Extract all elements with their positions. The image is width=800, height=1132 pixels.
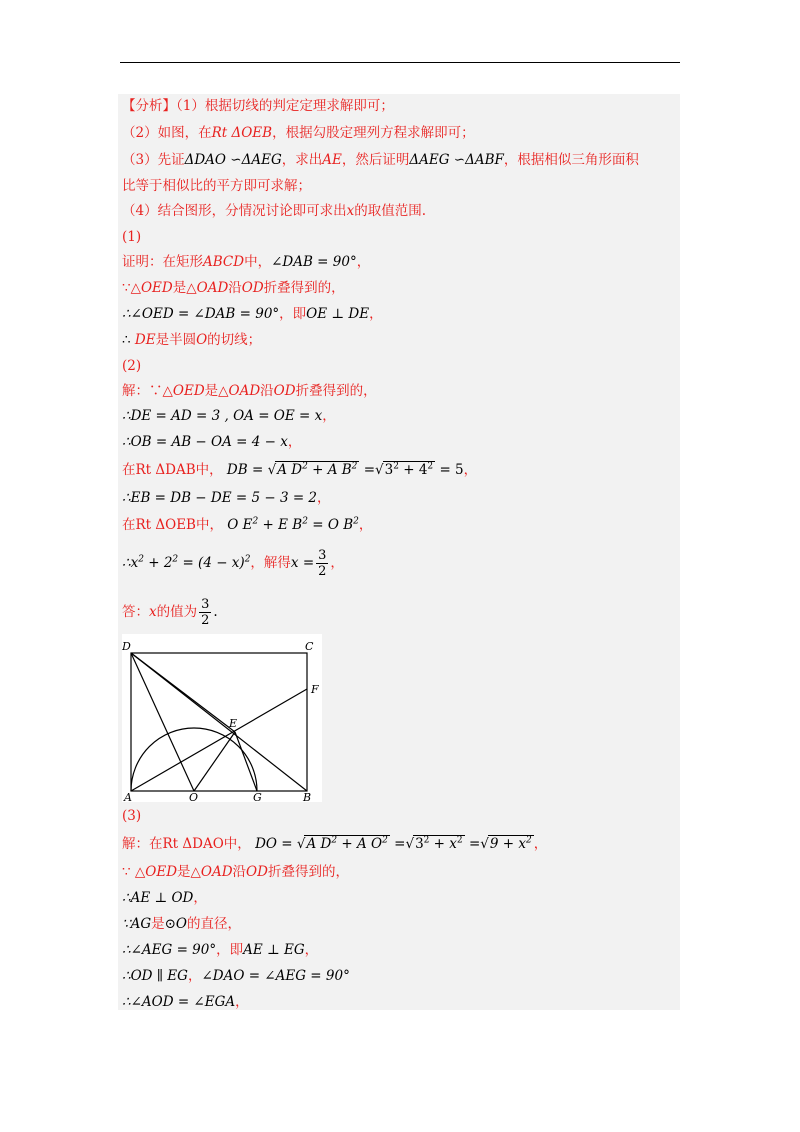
part2-label: (2)	[122, 358, 142, 374]
analysis-line-5: （4）结合图形，分情况讨论即可求出x的取值范围.	[122, 203, 427, 219]
analysis-line-3: （3）先证ΔDAO ∽ΔAEG，求出AE，然后证明ΔAEG ∽ΔABF，根据相似三角形面积	[122, 152, 639, 168]
analysis-tag: 【分析】	[122, 98, 176, 114]
label-g: G	[253, 791, 262, 802]
part3-line-3: ∴AE ⊥ OD，	[122, 890, 207, 906]
part1-line-2: ∵△OED是△OAD沿OD折叠得到的，	[122, 280, 345, 296]
analysis-line-4: 比等于相似比的平方即可求解；	[122, 178, 311, 194]
label-b: B	[303, 791, 312, 802]
part2-line-7: $\therefore x^2 + 2^2 = (4 - x)^2$，解得x = $\frac{3}{2}$ ，	[122, 548, 344, 579]
label-c: C	[305, 640, 314, 653]
label-d: D	[122, 640, 131, 653]
part3-line-7: ∴∠AOD = ∠EGA，	[122, 994, 249, 1010]
part2-line-2: ∴DE = AD = 3 , OA = OE = x，	[122, 408, 336, 424]
part2-line-3: ∴OB = AB − OA = 4 − x，	[122, 434, 302, 450]
label-o: O	[189, 791, 199, 802]
part3-line-1: 解：在Rt ΔDAO中， DO = √A $D^2 + A$ $O^2 =√3^2 + x^2 =√9 + x^2$ ，	[122, 835, 548, 852]
geometry-figure	[122, 634, 322, 806]
geometry-svg	[122, 634, 322, 802]
fraction-3-2: $\frac{3}{2}$	[201, 597, 210, 628]
part3-line-5: ∴∠AEG = 90°，即AE ⊥ EG，	[122, 942, 319, 958]
part2-line-4: 在Rt ΔDAB中， DB = √A $D^2 + A$ $B^2 =√3^2 + 4^2 = 5$，	[122, 461, 478, 478]
analysis-line-1: 【分析】（1）根据切线的判定定理求解即可；	[122, 98, 394, 114]
part1-line-1: 证明：在矩形ABCD中，∠DAB = 90°，	[122, 254, 371, 270]
label-e: E	[229, 717, 238, 730]
part3-line-4: ∵AG是⊙O的直径，	[122, 916, 242, 932]
analysis-line-2: （2）如图，在Rt ΔOEB，根据勾股定理列方程求解即可；	[122, 125, 475, 141]
header-rule	[120, 62, 680, 63]
part2-answer: 答：x的值为 $\frac{3}{2}$ .	[122, 597, 218, 628]
part1-line-4: ∴ DE是半圆O的切线；	[122, 332, 262, 348]
part3-label: (3)	[122, 808, 142, 824]
label-a: A	[124, 791, 132, 802]
label-f: F	[311, 683, 319, 696]
part2-line-1: 解：∵△OED是△OAD沿OD折叠得到的，	[122, 383, 377, 399]
part2-line-5: ∴EB = DB − DE = 5 − 3 = 2，	[122, 490, 331, 506]
part1-label: (1)	[122, 229, 142, 245]
part3-line-6: ∴OD ∥ EG，∠DAO = ∠AEG = 90°	[122, 968, 350, 984]
part3-line-2: ∵ △OED是△OAD沿OD折叠得到的，	[122, 864, 349, 880]
part2-line-6: 在Rt ΔOEB中， O $E^2 + E$ $B^2 = O$ $B^2$，	[122, 516, 373, 533]
fraction-3-2: $\frac{3}{2}$	[318, 548, 327, 579]
part1-line-3: ∴∠OED = ∠DAB = 90°，即OE ⊥ DE，	[122, 306, 383, 322]
